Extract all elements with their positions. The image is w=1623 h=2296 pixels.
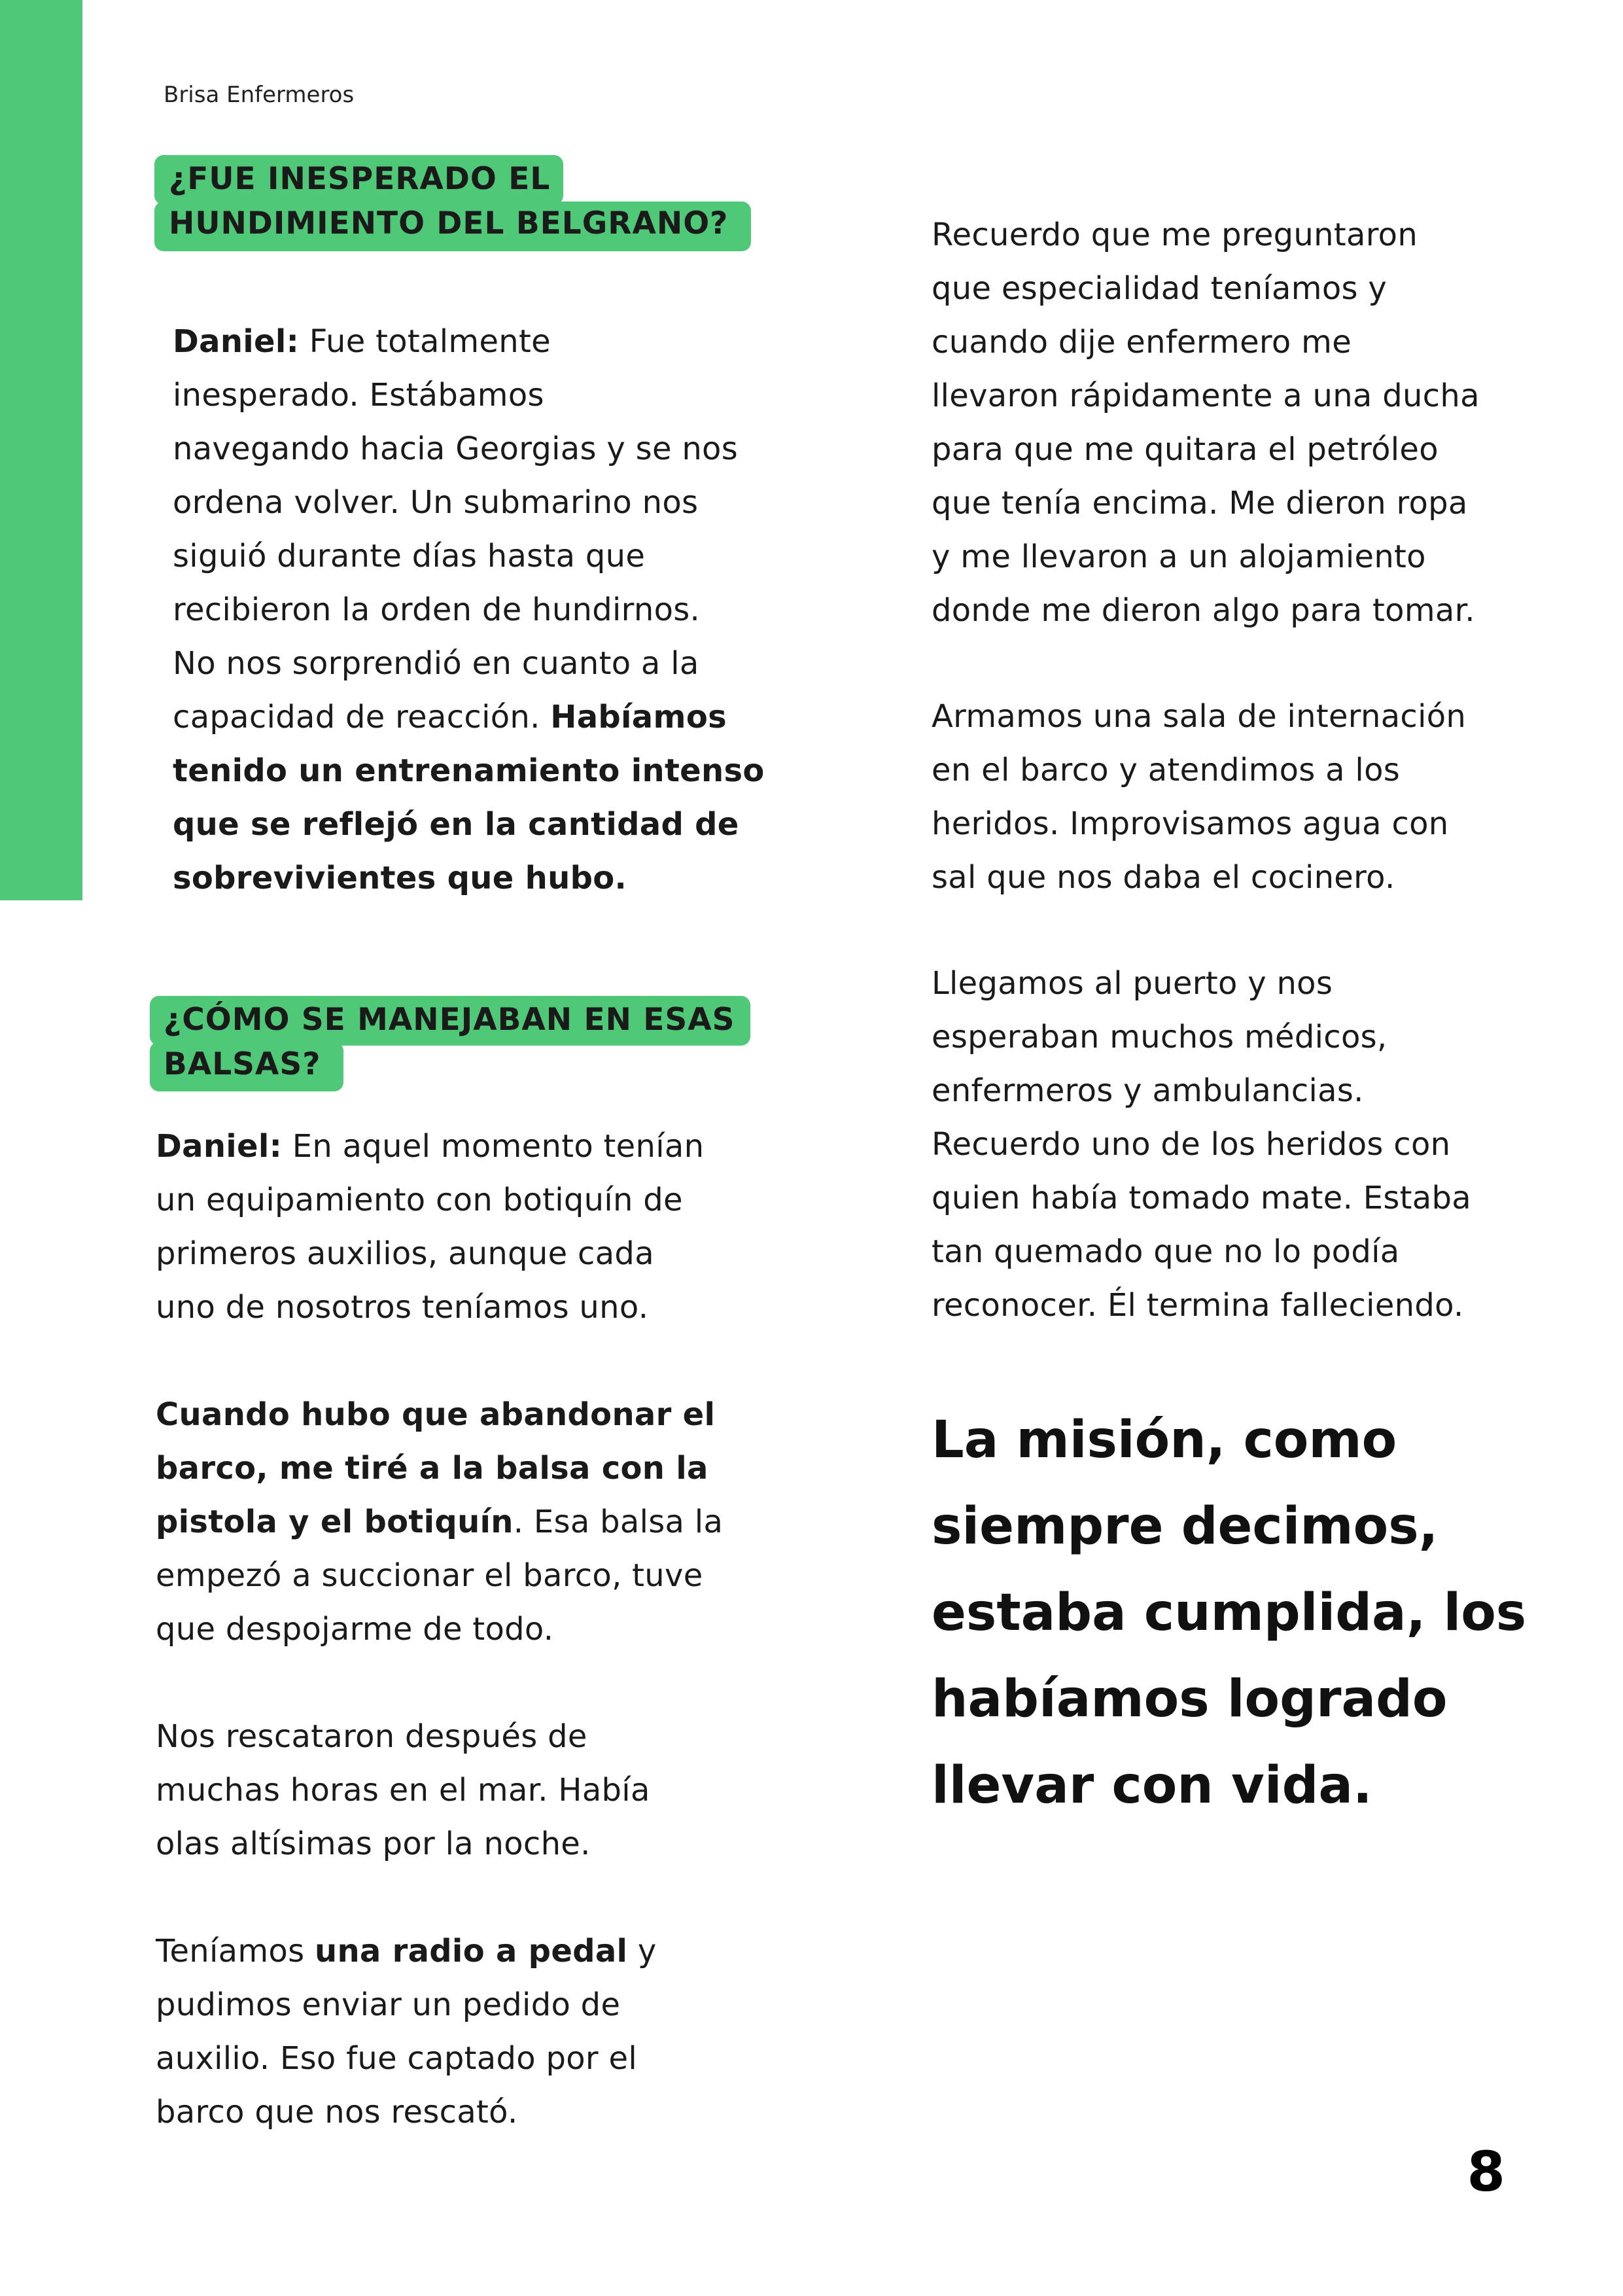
side-accent-bar bbox=[0, 0, 82, 900]
section2-paragraph-1: Daniel: En aquel momento tenían un equipamiento con botiquín de primeros auxilios, aunque cada uno de nosotros teníamos uno. bbox=[156, 1128, 705, 1326]
section2-heading bbox=[164, 998, 735, 1087]
right-paragraph-2: Armamos una sala de internación en el barco y atendimos a los heridos. Improvisamos agua con sal que nos daba el cocinero. bbox=[932, 698, 1467, 896]
section1-heading bbox=[169, 157, 728, 246]
page-number: 8 bbox=[1467, 2140, 1505, 2204]
section2-paragraph-2: Cuando hubo que abandonar el barco, me tiré a la balsa con la pistola y el botiquín. Esa balsa la empezó a succionar el barco, tuve que despojarme de todo. bbox=[156, 1396, 724, 1648]
section1-heading-line1: ¿FUE INESPERADO EL bbox=[169, 161, 551, 197]
section2-heading-line1: ¿CÓMO SE MANEJABAN EN ESAS bbox=[164, 1002, 735, 1038]
section2-paragraph-3: Nos rescataron después de muchas horas en el mar. Había olas altísimas por la noche. bbox=[156, 1718, 650, 1862]
right-paragraph-3: Llegamos al puerto y nos esperaban muchos médicos, enfermeros y ambulancias. Recuerdo uno de los heridos con quien había tomado mate. Estaba tan quemado que no lo podía reconocer. Él termina falleciendo. bbox=[932, 965, 1471, 1324]
running-head: Brisa Enfermeros bbox=[164, 82, 355, 108]
pull-quote: La misión, como siempre decimos, estaba cumplida, los habíamos logrado llevar con vida. bbox=[932, 1411, 1527, 1815]
speaker-label: Daniel: bbox=[173, 323, 300, 360]
speaker-label: Daniel: bbox=[156, 1128, 283, 1165]
section1-paragraph: Daniel: Fue totalmente inesperado. Estábamos navegando hacia Georgias y se nos ordena volver. Un submarino nos siguió durante días hasta que recibieron la orden de hundirnos. No nos sorprendió en cuanto a la capacidad de reacción. Habíamos tenido un entrenamiento intenso que se reflejó en la cantidad de sobrevivientes que hubo. bbox=[173, 323, 765, 896]
section2-paragraph-4: Teníamos una radio a pedal y pudimos enviar un pedido de auxilio. Eso fue captado por el barco que nos rescató. bbox=[156, 1933, 657, 2130]
section1-heading-line2: HUNDIMIENTO DEL BELGRANO? bbox=[169, 205, 729, 241]
section2-heading-line2: BALSAS? bbox=[164, 1046, 321, 1082]
right-paragraph-1: Recuerdo que me preguntaron que especialidad teníamos y cuando dije enfermero me llevaron rápidamente a una ducha para que me quitara el petróleo que tenía encima. Me dieron ropa y me llevaron a un alojamiento donde me dieron algo para tomar. bbox=[932, 217, 1480, 629]
